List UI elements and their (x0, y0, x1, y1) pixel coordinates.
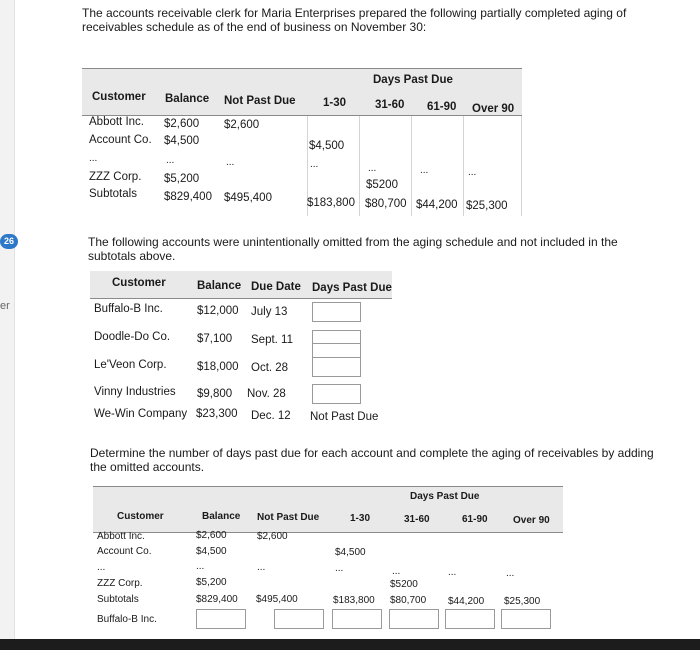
table-cell-31-60: $5200 (366, 179, 398, 191)
table-cell-balance: $829,400 (164, 191, 212, 203)
col-header-over-90: Over 90 (472, 103, 515, 115)
table-cell-customer: Buffalo-B Inc. (94, 303, 163, 315)
table-cell-due-date: Oct. 28 (251, 362, 289, 374)
column-divider (359, 116, 360, 216)
intro-line-1: The accounts receivable clerk for Maria Enterprises prepared the following partially completed aging of (82, 6, 627, 20)
table-cell-balance: $829,400 (196, 594, 238, 605)
table-cell-balance: $4,500 (196, 546, 227, 557)
col-header-days-past-due: Days Past Due (312, 282, 392, 294)
table-cell-31-60: $80,700 (390, 595, 427, 606)
table-cell-not-past-due: ... (257, 562, 266, 573)
days-past-due-input-buffalo-b[interactable] (312, 302, 361, 322)
col-header-balance: Balance (165, 93, 210, 105)
table-cell-customer: Abbott Inc. (89, 116, 144, 128)
col-header-31-60: 31-60 (375, 99, 405, 111)
table-cell-due-date: July 13 (251, 306, 288, 318)
table-cell-customer: We-Win Company (94, 408, 188, 420)
side-panel-strip (0, 0, 15, 650)
table-cell-61-90: $44,200 (416, 199, 458, 211)
table-cell-balance: $5,200 (196, 577, 227, 588)
column-divider (411, 116, 412, 216)
omitted-text-line-1: The following accounts were unintentionally omitted from the aging schedule and not included in the (88, 235, 618, 249)
table-cell-balance: ... (166, 155, 175, 166)
table-cell-due-date: Sept. 11 (251, 334, 293, 346)
table-cell-not-past-due: $495,400 (224, 192, 272, 204)
days-past-due-group-header: Days Past Due (373, 74, 453, 86)
col-header-1-30: 1-30 (323, 97, 347, 109)
table-cell-not-past-due: $2,600 (224, 119, 260, 131)
table-cell-over-90: $25,300 (504, 596, 541, 607)
column-divider (463, 116, 464, 216)
table-cell-over-90: ... (506, 568, 515, 579)
table-cell-customer: Subtotals (89, 188, 137, 200)
table-cell-customer: ZZZ Corp. (97, 578, 143, 589)
table-cell-customer: Doodle-Do Co. (94, 331, 171, 343)
intro-line-2: receivables schedule as of the end of business on November 30: (82, 20, 427, 34)
col-header-customer: Customer (117, 511, 164, 522)
days-past-due-input-leveon[interactable] (312, 357, 361, 377)
column-divider (521, 116, 522, 216)
days-past-due-group-header: Days Past Due (410, 491, 480, 502)
table-cell-1-30: ... (335, 563, 344, 574)
side-panel-text-fragment: er (0, 300, 10, 312)
table-cell-31-60: $5200 (390, 579, 418, 590)
table-cell-balance: $23,300 (196, 408, 238, 420)
table-cell-balance: $4,500 (164, 135, 200, 147)
table-cell-61-90: ... (420, 165, 429, 176)
col-header-not-past-due: Not Past Due (257, 512, 320, 523)
col-header-1-30: 1-30 (350, 513, 371, 524)
col-header-61-90: 61-90 (427, 101, 457, 113)
table-cell-customer: Buffalo-B Inc. (97, 614, 157, 625)
table-cell-1-30: $183,800 (333, 595, 375, 606)
determine-text-line-1: Determine the number of days past due for each account and complete the aging of receivables by adding (90, 446, 654, 460)
table-cell-31-60: ... (392, 566, 401, 577)
table-cell-balance: ... (196, 561, 205, 572)
table-cell-balance: $18,000 (197, 361, 239, 373)
table-top-rule (82, 68, 522, 69)
table-cell-not-past-due: $495,400 (256, 594, 298, 605)
bottom-edge-bar (0, 639, 700, 650)
days-past-due-input-vinny[interactable] (312, 384, 361, 404)
table-cell-61-90: $44,200 (448, 596, 485, 607)
col-header-balance: Balance (202, 511, 241, 522)
table-cell-1-30: $4,500 (335, 547, 366, 558)
col-header-over-90: Over 90 (513, 515, 550, 526)
table-header-band (93, 486, 563, 533)
table-cell-31-60: ... (368, 163, 377, 174)
col-header-61-90: 61-90 (462, 514, 488, 525)
question-number-badge: 26 (0, 234, 18, 249)
table-cell-days-past-due: Not Past Due (310, 411, 379, 423)
table-cell-1-30: $183,800 (307, 197, 355, 209)
table-cell-balance: $5,200 (164, 173, 200, 185)
table-cell-customer: Account Co. (97, 546, 152, 557)
table-header-rule (93, 532, 563, 533)
buffalo-b-not-past-due-input[interactable] (274, 609, 324, 629)
table-cell-not-past-due: $2,600 (257, 531, 288, 542)
table-cell-customer: ... (97, 562, 106, 573)
omitted-text-line-2: subtotals above. (88, 249, 176, 263)
table-cell-customer: Account Co. (89, 134, 152, 146)
col-header-customer: Customer (112, 277, 166, 289)
buffalo-b-1-30-input[interactable] (332, 609, 382, 629)
table-cell-due-date: Dec. 12 (251, 410, 291, 422)
table-top-rule (93, 486, 563, 487)
table-cell-61-90: ... (448, 567, 457, 578)
buffalo-b-31-60-input[interactable] (389, 609, 439, 629)
col-header-balance: Balance (197, 280, 242, 292)
table-cell-balance: $9,800 (197, 388, 233, 400)
table-cell-balance: $2,600 (196, 530, 227, 541)
table-cell-over-90: $25,300 (466, 200, 508, 212)
table-cell-customer: Subtotals (97, 594, 139, 605)
table-cell-customer: ZZZ Corp. (89, 171, 142, 183)
table-cell-customer: Abbott Inc. (97, 531, 145, 542)
table-header-rule (82, 115, 522, 116)
table-cell-over-90: ... (468, 167, 477, 178)
table-cell-1-30: ... (310, 159, 319, 170)
table-cell-31-60: $80,700 (365, 198, 407, 210)
col-header-not-past-due: Not Past Due (224, 95, 296, 107)
table-header-rule (90, 298, 392, 299)
col-header-31-60: 31-60 (404, 514, 430, 525)
table-cell-customer: Vinny Industries (94, 386, 176, 398)
col-header-due-date: Due Date (251, 281, 301, 293)
table-cell-balance: $12,000 (197, 305, 239, 317)
table-cell-customer: Le'Veon Corp. (94, 359, 167, 371)
table-cell-customer: ... (89, 153, 98, 164)
table-cell-balance: $7,100 (197, 333, 233, 345)
table-cell-not-past-due: ... (226, 157, 235, 168)
buffalo-b-over-90-input[interactable] (501, 609, 551, 629)
buffalo-b-balance-input[interactable] (196, 609, 246, 629)
table-cell-1-30: $4,500 (309, 140, 345, 152)
buffalo-b-61-90-input[interactable] (445, 609, 495, 629)
col-header-customer: Customer (92, 91, 146, 103)
table-cell-due-date: Nov. 28 (247, 388, 286, 400)
determine-text-line-2: the omitted accounts. (90, 460, 205, 474)
table-cell-balance: $2,600 (164, 118, 200, 130)
